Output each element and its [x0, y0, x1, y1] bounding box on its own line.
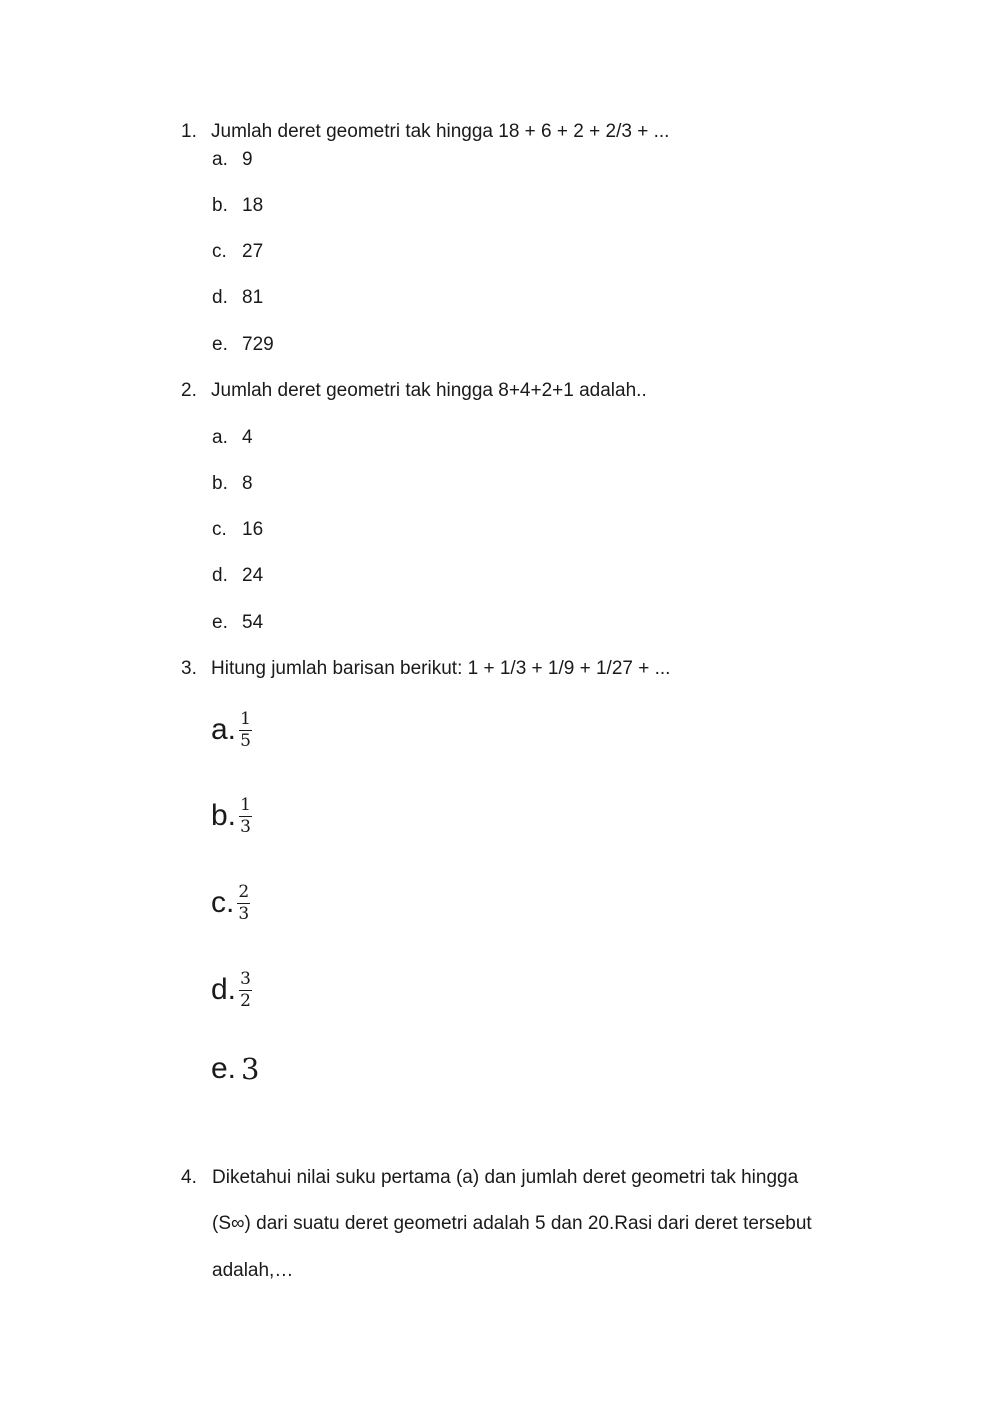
option-value: 24	[242, 565, 264, 586]
question-1	[181, 121, 669, 143]
option-3d[interactable]	[211, 965, 252, 1015]
option-value: 16	[242, 519, 264, 540]
option-value: 81	[242, 287, 264, 308]
fraction-denominator: 3	[240, 816, 251, 837]
option-1b[interactable]	[212, 195, 263, 217]
option-2d[interactable]	[212, 565, 263, 587]
option-1c[interactable]	[212, 241, 263, 263]
fraction-numerator: 2	[238, 881, 250, 902]
question-text-line: Diketahui nilai suku pertama (a) dan jumlah deret geometri tak hingga	[212, 1167, 799, 1188]
option-label: e.	[212, 612, 228, 633]
option-value: 9	[242, 149, 253, 170]
fraction	[237, 883, 250, 924]
question-number: 2.	[181, 380, 197, 401]
question-number: 4.	[181, 1167, 197, 1188]
question-number: 1.	[181, 121, 197, 142]
question-text: Jumlah deret geometri tak hingga 8+4+2+1 adalah..	[211, 380, 647, 401]
option-label: a.	[212, 427, 228, 448]
option-value: 54	[242, 612, 264, 633]
option-3b[interactable]	[211, 791, 252, 841]
option-label: d.	[211, 973, 237, 1006]
option-3a[interactable]	[211, 705, 252, 755]
option-3e[interactable]	[211, 1044, 259, 1094]
option-label: a.	[212, 149, 228, 170]
option-2b[interactable]	[212, 473, 253, 495]
fraction-denominator: 2	[240, 990, 251, 1011]
option-value: 4	[242, 427, 253, 448]
option-2c[interactable]	[212, 519, 263, 541]
fraction	[239, 710, 252, 751]
question-2	[181, 380, 647, 402]
option-label: d.	[212, 565, 228, 586]
fraction	[239, 970, 252, 1011]
option-2e[interactable]	[212, 612, 263, 634]
option-label: e.	[211, 1052, 237, 1085]
option-3c[interactable]	[211, 878, 250, 928]
question-text-line: adalah,…	[212, 1260, 294, 1281]
option-label: e.	[212, 334, 228, 355]
question-text: Jumlah deret geometri tak hingga 18 + 6 + 2 + 2/3 + ...	[211, 121, 670, 142]
option-2a[interactable]	[212, 427, 253, 449]
option-value: 27	[242, 241, 264, 262]
fraction	[239, 796, 252, 837]
option-label: c.	[212, 519, 227, 540]
option-1d[interactable]	[212, 287, 263, 309]
option-value: 3	[241, 1052, 260, 1086]
fraction-numerator: 1	[240, 708, 251, 729]
option-label: b.	[212, 195, 228, 216]
fraction-denominator: 3	[238, 903, 250, 924]
fraction-numerator: 3	[240, 968, 251, 989]
option-label: c.	[211, 886, 235, 919]
option-value: 18	[242, 195, 264, 216]
option-label: b.	[211, 799, 237, 832]
option-label: b.	[212, 473, 228, 494]
question-text: Hitung jumlah barisan berikut: 1 + 1/3 + 1/9 + 1/27 + ...	[211, 658, 671, 679]
option-1e[interactable]	[212, 334, 274, 356]
option-label: a.	[211, 713, 237, 746]
option-label: d.	[212, 287, 228, 308]
option-label: c.	[212, 241, 227, 262]
option-value: 729	[242, 334, 274, 355]
question-number: 3.	[181, 658, 197, 679]
fraction-denominator: 5	[240, 730, 251, 751]
question-text-line: (S∞) dari suatu deret geometri adalah 5 dan 20.Rasi dari deret tersebut	[212, 1213, 812, 1234]
fraction-numerator: 1	[240, 794, 251, 815]
option-1a[interactable]	[212, 149, 253, 171]
question-3	[181, 658, 670, 680]
option-value: 8	[242, 473, 253, 494]
